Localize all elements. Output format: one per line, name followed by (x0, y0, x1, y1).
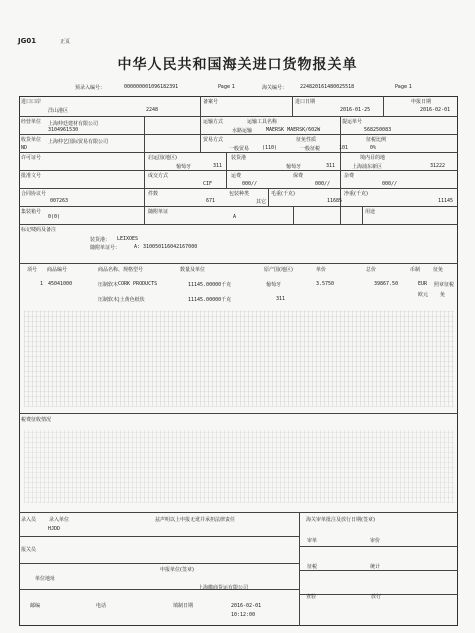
operator-code: 3104961530 (48, 127, 79, 133)
goods-item-exempt-2: 免 (440, 292, 446, 298)
entry-staff-value: HJDD (48, 526, 61, 532)
row-divider (19, 536, 299, 537)
contract-label: 合同协议号 (21, 191, 47, 197)
goods-item-total: 39867.50 (374, 281, 399, 287)
goods-item-name-en: CORK PRODUCTS (118, 281, 158, 287)
unit-address-label: 单位地址 (35, 576, 56, 582)
col-divider (200, 96, 201, 134)
tax-section-label: 税费征收情况 (21, 417, 52, 423)
col-divider (383, 96, 384, 116)
origin-country-label: 启运国(地区) (148, 155, 177, 161)
container-label: 集装箱号 (21, 209, 42, 215)
row-divider (19, 224, 458, 225)
remarks-line1-label: 装货港： (90, 237, 111, 243)
page-indicator: Page 1 (218, 84, 235, 90)
remarks-line2-label: 随附单证号： (90, 245, 121, 251)
receiver-label: 收货单位 (21, 137, 42, 143)
goods-header-name: 商品名称、规格型号 (98, 267, 144, 273)
net-weight-value: 11145 (438, 198, 454, 204)
gross-weight-value: 11685 (327, 198, 343, 204)
entry-port-value: 洋山港区 (48, 108, 69, 114)
declarant-label: 报关员 (21, 547, 37, 553)
row-divider (19, 413, 458, 414)
row-divider (19, 152, 458, 153)
goods-item-country: 葡萄牙 (266, 282, 282, 288)
trade-mode-code: (110) (262, 145, 278, 151)
license-label: 许可证号 (21, 155, 42, 161)
col-divider (144, 116, 145, 224)
goods-header-currency: 币制 (410, 267, 421, 273)
import-date-label: 进口日期 (295, 99, 316, 105)
goods-item-currency-cn: 欧元 (418, 292, 429, 298)
misc-fee-label: 杂费 (344, 173, 355, 179)
goods-item-qty2: 11145.00000千克 (188, 297, 232, 303)
goods-item-spec: 压制软木|土黄色纸状 (98, 297, 145, 303)
goods-header-exempt: 征免 (433, 267, 444, 273)
gross-weight-label: 毛重(千克) (271, 191, 295, 197)
goods-header-seq: 项号 (27, 267, 38, 273)
form-code: JG01 (18, 37, 37, 45)
loading-port-value: 葡萄牙 (286, 164, 302, 170)
declare-date-label: 申报日期 (411, 99, 432, 105)
entry-port-code: 2248 (146, 107, 159, 113)
row-divider (299, 546, 458, 547)
insurance-value: 000// (315, 181, 331, 187)
col-divider (200, 134, 201, 152)
preentry-number: 000000001096182391 (124, 84, 179, 90)
goods-item-exempt: 照章征税 (434, 282, 455, 288)
phone-label: 电话 (96, 603, 107, 609)
tax-ratio-value: 0% (370, 145, 377, 151)
col-divider (293, 206, 294, 224)
tax-collect-label: 征税 (307, 564, 318, 570)
goods-header-total: 总价 (366, 267, 377, 273)
tax-ratio-label: 征税比例 (366, 137, 387, 143)
bill-of-lading-label: 提运单号 (342, 119, 363, 125)
tax-nature-value: 一般征税 (300, 146, 321, 152)
transport-mode-value: 水路运输 (232, 128, 253, 134)
col-divider (226, 152, 227, 188)
row-divider (19, 206, 458, 207)
documents-value: A (233, 214, 237, 220)
row-divider (19, 134, 458, 135)
entry-staff-label: 录入员 (21, 517, 37, 523)
packing-value: 其它 (256, 199, 267, 205)
receiver-code: ND (21, 145, 28, 151)
col-divider (340, 116, 341, 224)
goods-header-unit-price: 单价 (316, 267, 327, 273)
destination-value: 上海浦东新区 (352, 164, 383, 170)
remarks-line1-value: LEIXOES (117, 236, 139, 242)
trade-mode-label: 贸易方式 (203, 137, 224, 143)
origin-country-value: 葡萄牙 (176, 164, 192, 170)
transport-mode-label: 运输方式 (203, 119, 224, 125)
tax-nature-code: 101 (339, 145, 349, 151)
row-divider (299, 570, 458, 571)
page-type-label: 正页 (60, 39, 71, 45)
row-divider (19, 263, 458, 264)
row-divider (19, 188, 458, 189)
declare-unit-label: 申报单位(签章) (160, 567, 194, 573)
document-title: 中华人民共和国海关进口货物报关单 (117, 57, 358, 73)
goods-item-qty1: 11145.00000千克 (188, 282, 232, 288)
goods-item-hs: 45041000 (48, 281, 73, 287)
customs-number: 224820161480025518 (300, 84, 355, 90)
goods-header-country: 原产国(地区) (264, 267, 293, 273)
goods-item-unit-price: 3.5750 (316, 281, 335, 287)
col-divider (299, 512, 300, 626)
net-weight-label: 净重(千克) (344, 191, 368, 197)
col-divider (362, 206, 363, 224)
remarks-line2-value: A: 310050116042167000 (134, 244, 198, 250)
scan-noise (24, 311, 454, 407)
container-value: 0(0) (48, 214, 61, 220)
row-divider (19, 589, 299, 590)
row-divider (19, 563, 299, 564)
deal-mode-value: CIF (203, 181, 213, 187)
release-label: 放行 (371, 594, 382, 600)
goods-item-country-code: 311 (276, 296, 286, 302)
freight-label: 运费 (231, 173, 242, 179)
operator-label: 经营单位 (21, 119, 42, 125)
destination-code: 31222 (430, 163, 446, 169)
loading-port-code: 311 (326, 163, 336, 169)
inspect-label: 查验 (306, 594, 317, 600)
goods-header-qty: 数量及单位 (180, 267, 206, 273)
remarks-label: 标记唛码及备注 (21, 227, 57, 233)
documents-label: 随附单证 (148, 209, 169, 215)
fill-time-value: 10:12:00 (231, 612, 256, 618)
approval-label: 批准文号 (21, 173, 42, 179)
deal-mode-label: 成交方式 (148, 173, 169, 179)
packing-label: 包装种类 (229, 191, 250, 197)
receiver-value: 上海仲艺国际贸易有限公司 (48, 139, 109, 145)
fill-date-value: 2016-02-01 (231, 603, 262, 609)
freight-value: 000// (242, 181, 258, 187)
col-divider (292, 96, 293, 116)
record-number-label: 备案号 (203, 99, 219, 105)
goods-item-name-cn: 压制软木 (98, 282, 119, 288)
trade-mode-value: 一般贸易 (229, 146, 250, 152)
import-date-value: 2016-01-25 (340, 107, 371, 113)
entry-port-label: 进口口岸 (21, 99, 42, 105)
row-divider (19, 512, 458, 513)
postcode-label: 邮编 (30, 603, 41, 609)
insurance-label: 保费 (293, 173, 304, 179)
vessel-value: MAERSK MAERSK/602W (266, 127, 321, 133)
contract-value: 007263 (50, 198, 69, 204)
goods-item-currency: EUR (418, 281, 428, 287)
row-divider (19, 170, 458, 171)
pieces-value: 671 (206, 198, 216, 204)
row-divider (19, 116, 458, 117)
preentry-label: 预录入编号： (75, 85, 106, 91)
declaration-text: 兹声明以上申报无讹并承担法律责任 (155, 517, 236, 523)
tax-nature-label: 征免性质 (296, 137, 317, 143)
statistics-label: 统计 (370, 564, 381, 570)
customs-approval-label: 海关审单批注及放行日期(签章) (306, 517, 375, 523)
col-divider (268, 188, 269, 206)
declare-unit-value: 上海徽商货运有限公司 (198, 585, 249, 591)
entry-unit-label: 录入单位 (49, 517, 70, 523)
page-indicator-2: Page 1 (395, 84, 412, 90)
declare-date-value: 2016-02-01 (420, 107, 451, 113)
fill-date-label: 填制日期 (173, 603, 194, 609)
pieces-label: 件数 (148, 191, 159, 197)
loading-port-label: 装货港 (231, 155, 247, 161)
goods-header-hs: 商品编号 (47, 267, 68, 273)
transport-tool-label: 运输工具名称 (247, 119, 278, 125)
operator-value: 上海仲廷建材有限公司 (48, 121, 99, 127)
price-review-label: 审价 (370, 538, 381, 544)
destination-label: 境内目的地 (360, 155, 386, 161)
usage-label: 用途 (365, 209, 376, 215)
scan-noise (24, 430, 454, 503)
review-label: 审单 (307, 538, 318, 544)
customs-number-label: 海关编号： (262, 85, 288, 91)
origin-country-code: 311 (213, 163, 223, 169)
goods-item-seq: 1 (40, 281, 44, 287)
misc-fee-value: 000// (382, 181, 398, 187)
bill-of-lading-value: 568250083 (364, 127, 392, 133)
